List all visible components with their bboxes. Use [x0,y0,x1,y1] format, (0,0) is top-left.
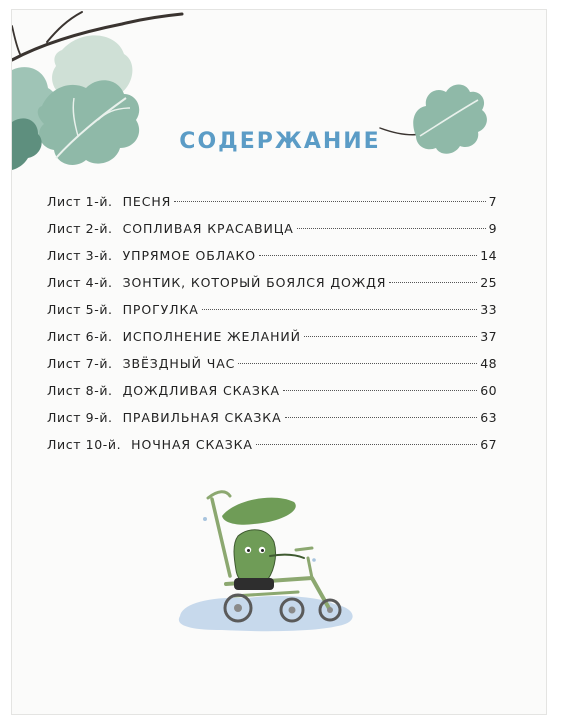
toc-entry[interactable] [47,350,497,377]
dot-leader [283,390,477,391]
dot-leader [389,282,477,283]
dot-leader [238,363,477,364]
dot-leader [202,309,478,310]
dot-leader [256,444,477,445]
toc-entry-page: 33 [480,302,497,317]
toc-entry[interactable] [47,215,497,242]
toc-entry-number: Лист 2-й. [47,221,113,236]
toc-entry[interactable] [47,242,497,269]
dot-leader [285,417,478,418]
toc-entry-number: Лист 7-й. [47,356,113,371]
toc-entry[interactable] [47,431,497,458]
toc-entry-title: ПРАВИЛЬНАЯ СКАЗКА [122,410,282,425]
toc-entry-number: Лист 9-й. [47,410,113,425]
toc-entry-title: УПРЯМОЕ ОБЛАКО [122,248,257,263]
toc-entry-number: Лист 1-й. [47,194,113,209]
toc-entry-page: 7 [488,194,497,209]
toc-entry[interactable] [47,404,497,431]
toc-entry-title: НОЧНАЯ СКАЗКА [131,437,253,452]
toc-entry-title: ИСПОЛНЕНИЕ ЖЕЛАНИЙ [122,329,301,344]
toc-entry-page: 14 [480,248,497,263]
toc-entry-page: 9 [488,221,497,236]
dot-leader [259,255,477,256]
toc-entry-title: СОПЛИВАЯ КРАСАВИЦА [122,221,294,236]
toc-entry-page: 48 [480,356,497,371]
toc-entry[interactable] [47,377,497,404]
toc-entry-number: Лист 5-й. [47,302,113,317]
toc-entry-title: ЗОНТИК, КОТОРЫЙ БОЯЛСЯ ДОЖДЯ [122,275,387,290]
toc-entry-title: ПЕСНЯ [122,194,172,209]
toc-entry-page: 63 [480,410,497,425]
toc-entry-number: Лист 8-й. [47,383,113,398]
toc-entry-title: ЗВЁЗДНЫЙ ЧАС [122,356,236,371]
toc-entry-page: 25 [480,275,497,290]
dot-leader [297,228,486,229]
toc-entry[interactable] [47,323,497,350]
toc-entry[interactable] [47,188,497,215]
toc-entry-page: 67 [480,437,497,452]
toc-entry-page: 37 [480,329,497,344]
dot-leader [174,201,485,202]
table-of-contents [47,188,497,458]
toc-entry-page: 60 [480,383,497,398]
toc-entry[interactable] [47,296,497,323]
book-page [11,9,547,715]
toc-entry-title: ПРОГУЛКА [122,302,199,317]
leaf-character-on-tricycle-illustration [179,492,353,631]
dot-leader [304,336,477,337]
toc-entry-number: Лист 10-й. [47,437,122,452]
toc-entry-number: Лист 6-й. [47,329,113,344]
page-title: СОДЕРЖАНИЕ [179,129,381,154]
toc-entry-number: Лист 4-й. [47,275,113,290]
toc-entry[interactable] [47,269,497,296]
toc-entry-number: Лист 3-й. [47,248,113,263]
toc-entry-title: ДОЖДЛИВАЯ СКАЗКА [122,383,280,398]
